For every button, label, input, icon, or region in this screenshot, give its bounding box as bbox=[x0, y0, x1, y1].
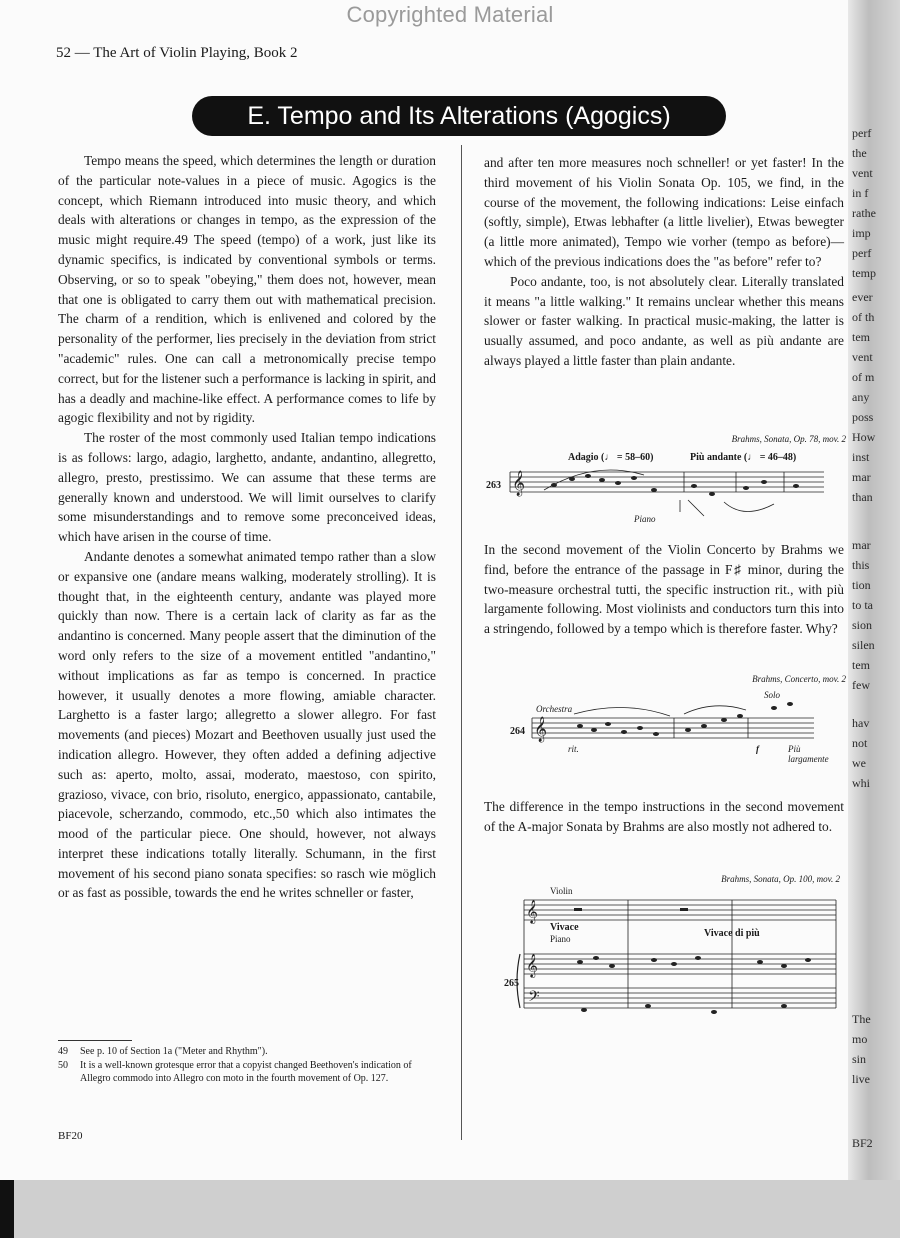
vivace-di-piu-marking: Vivace di più bbox=[704, 928, 760, 939]
example-number: 265 bbox=[504, 978, 519, 989]
music-example-264 bbox=[484, 670, 846, 770]
svg-text:𝄞: 𝄞 bbox=[526, 901, 538, 923]
adjacent-page-fragment: sion bbox=[852, 618, 873, 632]
adjacent-page-fragment: hav bbox=[852, 716, 870, 730]
tempo-marking-2: Più andante (♩ = 46–48) bbox=[690, 452, 797, 463]
footnote-text: See p. 10 of Section 1a ("Meter and Rhythm"). bbox=[80, 1046, 268, 1057]
example-source: Brahms, Sonata, Op. 78, mov. 2 bbox=[731, 434, 846, 444]
adjacent-page-fragment: tion bbox=[852, 578, 871, 592]
footnote-number: 50 bbox=[58, 1060, 68, 1071]
adjacent-page-fragment: mo bbox=[852, 1032, 868, 1046]
adjacent-page-fragment: whi bbox=[852, 776, 870, 790]
tempo-marking-1: Adagio (♩ = 58–60) bbox=[568, 452, 654, 463]
scan-shadow bbox=[0, 1180, 14, 1238]
adjacent-page-fragment: perf bbox=[852, 126, 872, 140]
left-paragraph-3: Andante denotes a somewhat animated tempo rather than a slow or expansive one (andare means walking, moderately strolling). It is thought that, in the eighteenth century, andante was played more quickly than now. There is a certain lack of clarity as far as the andantino is concerned. Many people assert that the diminution of the word only refers to the size of a movement entitled "andantino," without implications as far as tempo is concerned. In practice however, it usually denotes a more flowing, amiable character. Larghetto is a faster largo; allegretto a slower allegro. For fast movements (and pieces) Mozart and Beethoven usually just used the indication allegro. However, they often added a defining adjective such as: aperto, molto, assai, moderato, maestoso, con spirito, grazioso, vivace, con brio, risoluto, energico, appassionato, cantabile, piacevole, scherzando, commodo, etc.,50 which also intimates the mood of the particular piece. One should, however, not always interpret these indications totally literally. Schumann, in the first movement of his second piano sonata specifies: so rasch wie möglich or as fast as possible, towards the end he writes schneller or faster, bbox=[58, 548, 436, 901]
adjacent-page-fragment: temp bbox=[852, 266, 876, 280]
adjacent-page-fragment: poss bbox=[852, 410, 874, 424]
svg-text:𝄞: 𝄞 bbox=[526, 955, 538, 977]
adjacent-page-fragment: ever bbox=[852, 290, 873, 304]
adjacent-page-fragment: any bbox=[852, 390, 870, 404]
music-example-263 bbox=[484, 430, 846, 530]
adjacent-page-fragment: to ta bbox=[852, 598, 873, 612]
right-paragraph-3-wrap bbox=[484, 540, 844, 639]
adjacent-page-fragment: than bbox=[852, 490, 873, 504]
adjacent-page-fragment: this bbox=[852, 558, 870, 572]
adjacent-page-fragment: sin bbox=[852, 1052, 867, 1066]
adjacent-page-fragment: of m bbox=[852, 370, 875, 384]
adjacent-page-fragment: How bbox=[852, 430, 876, 444]
orchestra-label: Orchestra bbox=[536, 704, 573, 714]
adjacent-page-fragment: mar bbox=[852, 538, 871, 552]
example-number: 264 bbox=[510, 726, 525, 737]
adjacent-page-fragment: live bbox=[852, 1072, 870, 1086]
footnote-49 bbox=[58, 1045, 438, 1058]
adjacent-page-fragment: perf bbox=[852, 246, 872, 260]
footnote-rule bbox=[58, 1040, 132, 1041]
rit-marking: rit. bbox=[568, 744, 579, 754]
footnotes bbox=[58, 1040, 438, 1086]
adjacent-page-fragment: imp bbox=[852, 226, 871, 240]
vivace-marking: Vivace bbox=[550, 922, 579, 933]
adjacent-page-fragment: of th bbox=[852, 310, 875, 324]
adjacent-page-fragment: vent bbox=[852, 350, 873, 364]
forte-marking: f bbox=[756, 744, 759, 754]
left-paragraph-1: Tempo means the speed, which determines the length or duration of the particular note-values in a piece of music. Agogics is the concept, which Riemann introduced into music theory, and which deals with alterations or changes in tempo, as the expression of the music might require.49 The speed (tempo) of a work, just like its dynamic specifics, is indicated by conventional symbols or terms. Observing, or so to speak "obeying," them does not, however, mean that one is obligated to carry them out with mathematical precision. The charm of a rendition, which is enlivened and colored by the personality of the performer, lies precisely in the deviation from strict "academic" rules. One can call a metronomically precise tempo correct, but for the listener such a performance is lacking in spirit, and has a deadly and machine-like effect. A performance comes to life by agogic flexibility and not by rigidity. bbox=[58, 153, 436, 426]
instrument-label: Piano bbox=[634, 514, 656, 524]
adjacent-page-edge bbox=[848, 0, 900, 1180]
adjacent-page-fragment: rathe bbox=[852, 206, 876, 220]
example-source: Brahms, Concerto, mov. 2 bbox=[752, 674, 846, 684]
right-paragraph-4: The difference in the tempo instructions in the second movement of the A-major Sonata by Brahms are also mostly not adhered to. bbox=[484, 799, 844, 834]
adjacent-page-fragment: The bbox=[852, 1012, 871, 1026]
svg-text:𝄢: 𝄢 bbox=[528, 988, 540, 1008]
right-paragraph-4-wrap bbox=[484, 797, 844, 837]
footnote-number: 49 bbox=[58, 1046, 68, 1057]
right-column bbox=[484, 153, 844, 371]
right-paragraph-1: and after ten more measures noch schneller! or yet faster! In the third movement of his Violin Sonata Op. 105, we find, in the course of the movement, the following indications: Leise einfach (softly, simple), Etwas lebhafter (a little livelier), Etwas bewegter (a little more animated), Tempo wie vorher (tempo as before)—which of the previous indications does the "as before" refer to? bbox=[484, 155, 844, 269]
column-divider bbox=[461, 145, 462, 1140]
adjacent-page-fragment: tem bbox=[852, 330, 870, 344]
svg-text:𝄞: 𝄞 bbox=[534, 716, 548, 741]
adjacent-page-fragment: we bbox=[852, 756, 866, 770]
running-head: 52 — The Art of Violin Playing, Book 2 bbox=[56, 45, 298, 61]
staff-263 bbox=[484, 430, 846, 530]
svg-text:𝄞: 𝄞 bbox=[512, 470, 526, 495]
piu-largamente-label: Più largamente bbox=[788, 744, 829, 764]
adjacent-page-fragment: BF2 bbox=[852, 1136, 873, 1150]
music-example-265 bbox=[484, 870, 846, 1035]
adjacent-page-fragment: vent bbox=[852, 166, 873, 180]
adjacent-page-fragment: silen bbox=[852, 638, 875, 652]
adjacent-page-fragment: in f bbox=[852, 186, 869, 200]
adjacent-page-fragment: the bbox=[852, 146, 867, 160]
left-paragraph-2: The roster of the most commonly used Italian tempo indications is as follows: largo, adagio, larghetto, andante, andantino, allegretto, allegro, presto, prestissimo. We can assume that these terms are generally known and understood. We will limit ourselves to clarify some misunderstandings and to remove some preconceived ideas, which have arisen in the course of time. bbox=[58, 430, 436, 545]
adjacent-page-fragment: tem bbox=[852, 658, 870, 672]
violin-label: Violin bbox=[550, 886, 573, 896]
scan-bottom-edge bbox=[0, 1180, 900, 1238]
copyright-watermark: Copyrighted Material bbox=[346, 2, 554, 27]
staff-265 bbox=[484, 870, 846, 1035]
right-paragraph-2: Poco andante, too, is not absolutely clear. Literally translated it means "a little walking." It remains unclear whether this means slower or faster walking. In practical music-making, the latter is usually assumed, and poco andante, as well as più andante are always played a little faster than plain andante. bbox=[484, 273, 844, 368]
page-code: BF20 bbox=[58, 1130, 83, 1142]
piano-label: Piano bbox=[550, 934, 571, 944]
adjacent-page-fragment: not bbox=[852, 736, 868, 750]
staff-264 bbox=[484, 670, 846, 770]
right-paragraph-3: In the second movement of the Violin Concerto by Brahms we find, before the entrance of the passage in F♯ minor, during the two-measure orchestral tutti, the specific instruction rit., with più largamente following. Most violinists and conductors turn this into a stringendo, followed by a tempo which is therefore faster. Why? bbox=[484, 542, 844, 637]
example-number: 263 bbox=[486, 480, 501, 491]
section-title-banner bbox=[192, 96, 726, 136]
footnote-text: It is a well-known grotesque error that a copyist changed Beethoven's indication of Allegro commodo into Allegro con moto in the fourth movement of Op. 127. bbox=[80, 1060, 412, 1084]
footnote-50 bbox=[58, 1059, 438, 1085]
left-column bbox=[58, 151, 436, 903]
adjacent-page-fragment: mar bbox=[852, 470, 871, 484]
example-source: Brahms, Sonata, Op. 100, mov. 2 bbox=[721, 874, 840, 884]
solo-label: Solo bbox=[764, 690, 781, 700]
adjacent-page-fragment: inst bbox=[852, 450, 870, 464]
adjacent-page-fragment: few bbox=[852, 678, 870, 692]
section-title: E. Tempo and Its Alterations (Agogics) bbox=[247, 102, 671, 130]
